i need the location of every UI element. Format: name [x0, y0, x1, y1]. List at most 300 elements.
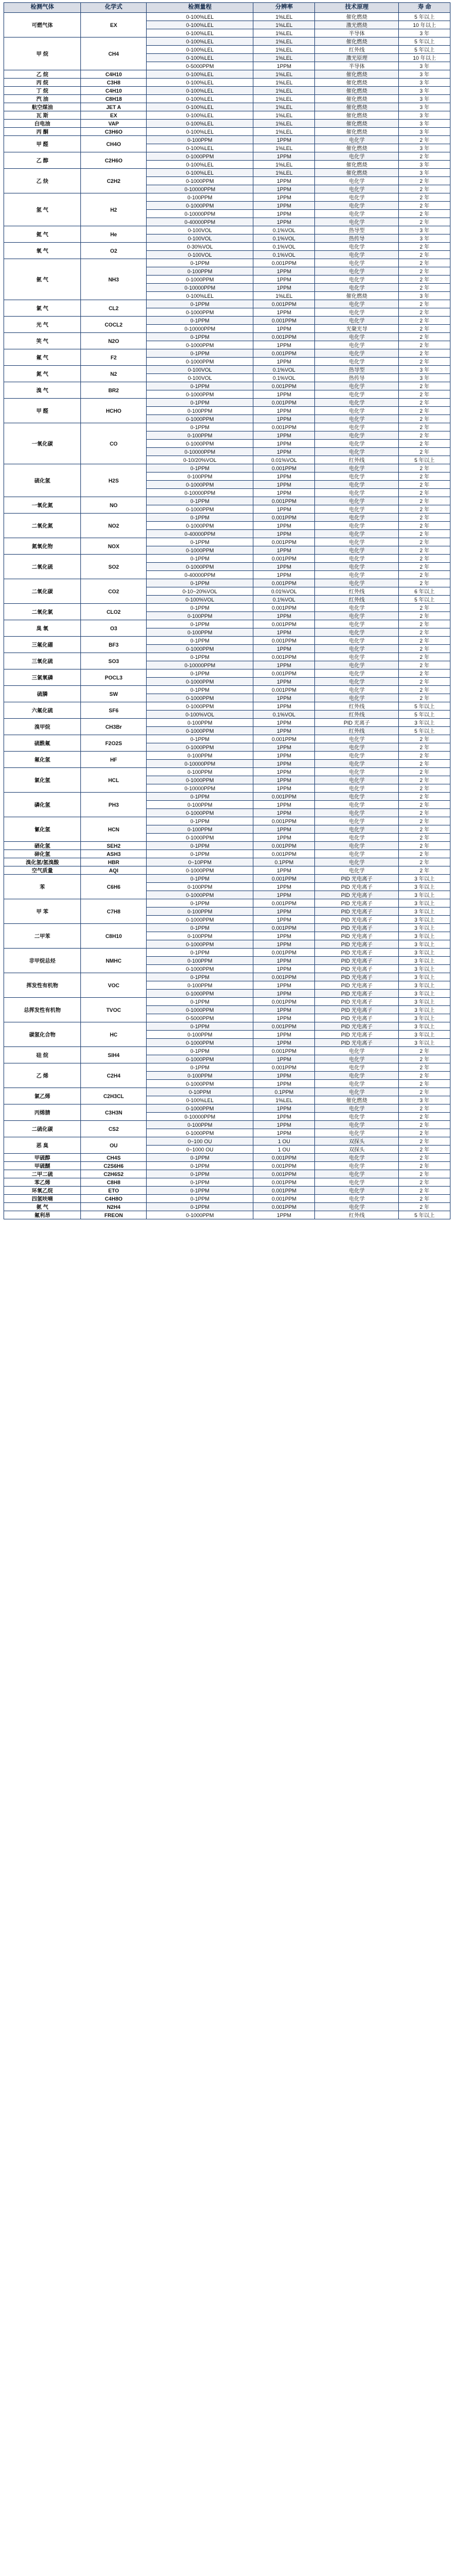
cell-technology: 催化燃烧 — [314, 120, 398, 128]
cell-range: 0-1000PPM — [147, 308, 253, 317]
cell-life: 2 年 — [399, 407, 450, 415]
cell-resolution: 0.001PPM — [253, 464, 315, 473]
cell-life: 2 年 — [399, 522, 450, 530]
cell-life: 2 年 — [399, 1072, 450, 1080]
cell-resolution: 1PPM — [253, 776, 315, 784]
cell-range: 0-1PPM — [147, 899, 253, 908]
cell-formula: H2S — [81, 464, 147, 497]
cell-gas: 氦 气 — [4, 226, 81, 243]
cell-life: 2 年 — [399, 858, 450, 866]
cell-technology: 电化学 — [314, 1047, 398, 1055]
cell-range: 0-1PPM — [147, 637, 253, 645]
cell-resolution: 1PPM — [253, 1031, 315, 1039]
cell-resolution: 0.001PPM — [253, 300, 315, 308]
cell-life: 2 年 — [399, 431, 450, 440]
table-row — [4, 768, 450, 776]
table-row — [4, 423, 450, 431]
cell-formula: C8H10 — [81, 924, 147, 949]
cell-resolution: 0.001PPM — [253, 579, 315, 587]
cell-life: 3 年以上 — [399, 883, 450, 891]
cell-range: 0-100%LEL — [147, 1096, 253, 1105]
cell-resolution: 1PPM — [253, 62, 315, 70]
cell-resolution: 1PPM — [253, 784, 315, 793]
cell-life: 3 年 — [399, 29, 450, 38]
cell-formula: SIH4 — [81, 1047, 147, 1063]
cell-technology: PID 光电离子 — [314, 1031, 398, 1039]
cell-gas: 环氧乙烷 — [4, 1187, 81, 1195]
cell-range: 0-100%LEL — [147, 128, 253, 136]
cell-life: 3 年 — [399, 120, 450, 128]
cell-range: 0~100 OU — [147, 1137, 253, 1146]
cell-range: 0-100PPM — [147, 908, 253, 916]
cell-life: 2 年 — [399, 300, 450, 308]
cell-resolution: 1PPM — [253, 276, 315, 284]
cell-life: 2 年 — [399, 514, 450, 522]
cell-formula: N2H4 — [81, 1203, 147, 1211]
cell-range: 0-1000PPM — [147, 743, 253, 752]
cell-resolution: 0.1PPM — [253, 1088, 315, 1096]
table-row — [4, 399, 450, 407]
cell-life: 2 年 — [399, 612, 450, 620]
cell-technology: 电化学 — [314, 284, 398, 292]
cell-life: 2 年 — [399, 604, 450, 612]
cell-gas: 一氧化碳 — [4, 423, 81, 464]
cell-resolution: 1PPM — [253, 308, 315, 317]
cell-range: 0-1000PPM — [147, 891, 253, 899]
cell-range: 0-1PPM — [147, 1047, 253, 1055]
cell-resolution: 1PPM — [253, 267, 315, 276]
cell-technology: 电化学 — [314, 784, 398, 793]
cell-range: 0-1PPM — [147, 382, 253, 390]
table-row — [4, 653, 450, 661]
cell-range: 0-10000PPM — [147, 325, 253, 333]
cell-resolution: 0.001PPM — [253, 998, 315, 1006]
cell-formula: CO2 — [81, 579, 147, 604]
cell-range: 0-100%LEL — [147, 70, 253, 79]
cell-formula: O2 — [81, 243, 147, 259]
table-row — [4, 300, 450, 308]
cell-life: 3 年 — [399, 79, 450, 87]
cell-range: 0-1000PPM — [147, 834, 253, 842]
cell-resolution: 1PPM — [253, 1072, 315, 1080]
cell-range: 0-1PPM — [147, 842, 253, 850]
cell-resolution: 1%LEL — [253, 161, 315, 169]
cell-life: 2 年 — [399, 448, 450, 456]
cell-gas: 二氧化氮 — [4, 514, 81, 538]
cell-life: 2 年 — [399, 177, 450, 185]
table-row — [4, 998, 450, 1006]
cell-resolution: 1PPM — [253, 152, 315, 161]
cell-formula: C2S6H6 — [81, 1162, 147, 1170]
cell-technology: PID 光电离子 — [314, 957, 398, 965]
cell-resolution: 0.001PPM — [253, 637, 315, 645]
cell-resolution: 0.001PPM — [253, 1162, 315, 1170]
table-row — [4, 579, 450, 587]
cell-range: 0-10000PPM — [147, 760, 253, 768]
table-row — [4, 670, 450, 678]
cell-technology: 电化学 — [314, 423, 398, 431]
cell-range: 0-1000PPM — [147, 1006, 253, 1014]
cell-life: 3 年以上 — [399, 973, 450, 981]
cell-formula: PH3 — [81, 793, 147, 817]
cell-life: 2 年 — [399, 1088, 450, 1096]
cell-formula: NO2 — [81, 514, 147, 538]
cell-range: 0-1PPM — [147, 924, 253, 932]
cell-resolution: 0.001PPM — [253, 259, 315, 267]
cell-formula: NOX — [81, 538, 147, 555]
cell-gas: 总挥发性有机物 — [4, 998, 81, 1022]
cell-resolution: 0.001PPM — [253, 317, 315, 325]
cell-range: 0-1PPM — [147, 1063, 253, 1072]
cell-formula: C8H18 — [81, 95, 147, 103]
cell-life: 2 年 — [399, 1055, 450, 1063]
cell-technology: 电化学 — [314, 448, 398, 456]
cell-formula: EX — [81, 13, 147, 38]
cell-resolution: 1PPM — [253, 1014, 315, 1022]
cell-gas: 硒化氢 — [4, 842, 81, 850]
cell-resolution: 0.001PPM — [253, 735, 315, 743]
cell-resolution: 0.01%VOL — [253, 456, 315, 464]
cell-technology: 催化燃烧 — [314, 128, 398, 136]
cell-gas: 氰化氢 — [4, 817, 81, 842]
cell-technology: 电化学 — [314, 1178, 398, 1187]
cell-life: 2 年 — [399, 555, 450, 563]
cell-technology: 电化学 — [314, 768, 398, 776]
cell-range: 0-1000PPM — [147, 358, 253, 366]
cell-range: 0-1PPM — [147, 1162, 253, 1170]
cell-life: 2 年 — [399, 678, 450, 686]
table-row — [4, 924, 450, 932]
table-row — [4, 169, 450, 177]
cell-range: 0-1000PPM — [147, 1129, 253, 1137]
cell-formula: He — [81, 226, 147, 243]
cell-life: 2 年 — [399, 489, 450, 497]
cell-technology: 电化学 — [314, 210, 398, 218]
cell-technology: 电化学 — [314, 407, 398, 415]
cell-life: 3 年 — [399, 111, 450, 120]
cell-resolution: 1PPM — [253, 801, 315, 809]
cell-resolution: 1PPM — [253, 678, 315, 686]
cell-life: 3 年 — [399, 235, 450, 243]
cell-technology: 电化学 — [314, 809, 398, 817]
cell-formula: VOC — [81, 973, 147, 998]
cell-life: 2 年 — [399, 661, 450, 670]
cell-range: 0-1PPM — [147, 497, 253, 505]
cell-technology: 电化学 — [314, 546, 398, 555]
cell-technology: 电化学 — [314, 341, 398, 349]
cell-resolution: 1%LEL — [253, 29, 315, 38]
cell-range: 0-100%LEL — [147, 95, 253, 103]
cell-range: 0-100%LEL — [147, 144, 253, 152]
cell-gas: 溴化氢/氢溴酸 — [4, 858, 81, 866]
cell-technology: PID 光电离子 — [314, 899, 398, 908]
cell-life: 5 年以上 — [399, 38, 450, 46]
cell-life: 2 年 — [399, 308, 450, 317]
table-row — [4, 103, 450, 111]
cell-formula: F2O2S — [81, 735, 147, 752]
cell-gas: 甲 苯 — [4, 899, 81, 924]
cell-resolution: 1PPM — [253, 645, 315, 653]
cell-resolution: 1%LEL — [253, 292, 315, 300]
cell-life: 2 年 — [399, 653, 450, 661]
cell-technology: 红外线 — [314, 727, 398, 735]
table-row — [4, 735, 450, 743]
cell-resolution: 1PPM — [253, 990, 315, 998]
cell-range: 0-1000PPM — [147, 916, 253, 924]
table-row — [4, 1195, 450, 1203]
cell-life: 2 年 — [399, 358, 450, 366]
table-row — [4, 79, 450, 87]
cell-life: 2 年 — [399, 817, 450, 825]
cell-life: 3 年 — [399, 87, 450, 95]
cell-range: 0-1000PPM — [147, 177, 253, 185]
cell-life: 3 年以上 — [399, 1039, 450, 1047]
cell-formula: CLO2 — [81, 604, 147, 620]
cell-formula: ETO — [81, 1187, 147, 1195]
cell-gas: 氯乙烯 — [4, 1088, 81, 1105]
cell-resolution: 0.001PPM — [253, 349, 315, 358]
cell-life: 3 年 — [399, 95, 450, 103]
cell-range: 0-1000PPM — [147, 809, 253, 817]
table-row — [4, 1088, 450, 1096]
cell-range: 0-10000PPM — [147, 210, 253, 218]
header-technology: 技术原理 — [314, 3, 398, 13]
cell-resolution: 0.001PPM — [253, 333, 315, 341]
cell-life: 3 年以上 — [399, 949, 450, 957]
table-row — [4, 1162, 450, 1170]
table-row — [4, 949, 450, 957]
cell-technology: 电化学 — [314, 489, 398, 497]
table-row — [4, 226, 450, 235]
cell-technology: 电化学 — [314, 858, 398, 866]
cell-resolution: 0.001PPM — [253, 555, 315, 563]
cell-range: 0-100%LEL — [147, 161, 253, 169]
cell-resolution: 1PPM — [253, 407, 315, 415]
cell-gas: 四氢呋喃 — [4, 1195, 81, 1203]
cell-resolution: 1 OU — [253, 1137, 315, 1146]
cell-range: 0-1000PPM — [147, 341, 253, 349]
cell-life: 3 年以上 — [399, 924, 450, 932]
cell-range: 0-1PPM — [147, 998, 253, 1006]
cell-life: 2 年 — [399, 464, 450, 473]
cell-resolution: 0.001PPM — [253, 1170, 315, 1178]
cell-gas: 苯乙烯 — [4, 1178, 81, 1187]
cell-resolution: 0.001PPM — [253, 1203, 315, 1211]
cell-life: 2 年 — [399, 325, 450, 333]
cell-technology: PID 光电离子 — [314, 1022, 398, 1031]
cell-resolution: 1%LEL — [253, 111, 315, 120]
cell-technology: 电化学 — [314, 317, 398, 325]
cell-range: 0-5000PPM — [147, 62, 253, 70]
cell-range: 0-1000PPM — [147, 563, 253, 571]
cell-life: 2 年 — [399, 259, 450, 267]
cell-resolution: 0.001PPM — [253, 653, 315, 661]
cell-resolution: 0.001PPM — [253, 620, 315, 628]
cell-range: 0-100PPM — [147, 612, 253, 620]
cell-range: 0-100PPM — [147, 768, 253, 776]
cell-range: 0-100%VOL — [147, 711, 253, 719]
table-row — [4, 95, 450, 103]
cell-life: 2 年 — [399, 571, 450, 579]
cell-range: 0-1PPM — [147, 259, 253, 267]
cell-technology: 电化学 — [314, 555, 398, 563]
cell-formula: BF3 — [81, 637, 147, 653]
table-body — [4, 13, 450, 1219]
cell-technology: 电化学 — [314, 825, 398, 834]
cell-range: 0-1PPM — [147, 333, 253, 341]
cell-range: 0-100PPM — [147, 719, 253, 727]
cell-formula: OU — [81, 1137, 147, 1154]
cell-technology: 电化学 — [314, 267, 398, 276]
cell-resolution: 0.1%VOL — [253, 711, 315, 719]
cell-resolution: 1PPM — [253, 908, 315, 916]
cell-technology: PID 光电离子 — [314, 891, 398, 899]
cell-technology: 电化学 — [314, 415, 398, 423]
cell-range: 0-100PPM — [147, 1031, 253, 1039]
cell-life: 2 年 — [399, 185, 450, 193]
cell-range: 0-1PPM — [147, 464, 253, 473]
table-row — [4, 87, 450, 95]
cell-range: 0-1000PPM — [147, 152, 253, 161]
cell-resolution: 0.1%VOL — [253, 235, 315, 243]
table-row — [4, 259, 450, 267]
table-row — [4, 719, 450, 727]
cell-formula: NH3 — [81, 259, 147, 300]
cell-resolution: 1PPM — [253, 505, 315, 514]
cell-range: 0-10000PPM — [147, 284, 253, 292]
cell-resolution: 1PPM — [253, 473, 315, 481]
cell-technology: 电化学 — [314, 653, 398, 661]
cell-formula: H2 — [81, 193, 147, 226]
cell-resolution: 0.001PPM — [253, 604, 315, 612]
cell-formula: SF6 — [81, 702, 147, 719]
cell-life: 3 年以上 — [399, 965, 450, 973]
cell-range: 0-1000PPM — [147, 415, 253, 423]
cell-resolution: 0.001PPM — [253, 875, 315, 883]
cell-resolution: 1%LEL — [253, 95, 315, 103]
cell-technology: 半导体 — [314, 62, 398, 70]
cell-resolution: 1 OU — [253, 1146, 315, 1154]
cell-resolution: 0.001PPM — [253, 670, 315, 678]
cell-resolution: 0.001PPM — [253, 1178, 315, 1187]
cell-formula: NMHC — [81, 949, 147, 973]
cell-technology: 催化燃烧 — [314, 95, 398, 103]
cell-range: 0-10/20%VOL — [147, 456, 253, 464]
cell-resolution: 0.001PPM — [253, 497, 315, 505]
cell-technology: 电化学 — [314, 579, 398, 587]
cell-formula: CH4S — [81, 1154, 147, 1162]
cell-range: 0-40000PPM — [147, 571, 253, 579]
cell-formula: NO — [81, 497, 147, 514]
cell-life: 2 年 — [399, 637, 450, 645]
cell-life: 2 年 — [399, 136, 450, 144]
cell-range: 0-100%LEL — [147, 13, 253, 21]
cell-range: 0-1000PPM — [147, 202, 253, 210]
cell-gas: 氮 气 — [4, 366, 81, 382]
table-row — [4, 333, 450, 341]
cell-technology: 电化学 — [314, 1129, 398, 1137]
cell-technology: 催化燃烧 — [314, 103, 398, 111]
cell-life: 2 年 — [399, 497, 450, 505]
cell-resolution: 1PPM — [253, 866, 315, 875]
cell-technology: 电化学 — [314, 760, 398, 768]
header-range: 检测量程 — [147, 3, 253, 13]
cell-formula: N2 — [81, 366, 147, 382]
cell-life: 2 年 — [399, 1162, 450, 1170]
cell-resolution: 1PPM — [253, 481, 315, 489]
cell-formula: C2H6S2 — [81, 1170, 147, 1178]
cell-technology: 电化学 — [314, 177, 398, 185]
table-row — [4, 817, 450, 825]
cell-gas: 甲 醛 — [4, 399, 81, 423]
cell-gas: 臭 氧 — [4, 620, 81, 637]
cell-resolution: 1%LEL — [253, 128, 315, 136]
cell-resolution: 1PPM — [253, 284, 315, 292]
cell-life: 2 年 — [399, 563, 450, 571]
cell-technology: 红外线 — [314, 456, 398, 464]
cell-range: 0-100%VOL — [147, 596, 253, 604]
cell-gas: 二硫化碳 — [4, 1121, 81, 1137]
cell-life: 2 年 — [399, 809, 450, 817]
cell-technology: PID 光电离子 — [314, 916, 398, 924]
cell-range: 0-100%LEL — [147, 21, 253, 29]
cell-life: 2 年 — [399, 267, 450, 276]
cell-formula: SO2 — [81, 555, 147, 579]
cell-resolution: 1PPM — [253, 612, 315, 620]
cell-technology: 电化学 — [314, 431, 398, 440]
cell-life: 3 年以上 — [399, 899, 450, 908]
cell-range: 0~1000 OU — [147, 1146, 253, 1154]
cell-range: 0-1000PPM — [147, 1080, 253, 1088]
cell-resolution: 1PPM — [253, 325, 315, 333]
cell-range: 0-1PPM — [147, 1170, 253, 1178]
cell-range: 0-1PPM — [147, 875, 253, 883]
cell-technology: 催化燃烧 — [314, 38, 398, 46]
cell-technology: 电化学 — [314, 645, 398, 653]
cell-technology: 电化学 — [314, 866, 398, 875]
cell-gas: 碳氢化合物 — [4, 1022, 81, 1047]
cell-range: 0-10000PPM — [147, 489, 253, 497]
cell-range: 0-100VOL — [147, 251, 253, 259]
cell-gas: 笑 气 — [4, 333, 81, 349]
cell-life: 2 年 — [399, 1170, 450, 1178]
cell-resolution: 1PPM — [253, 358, 315, 366]
cell-life: 5 年以上 — [399, 702, 450, 711]
cell-life: 2 年 — [399, 202, 450, 210]
cell-resolution: 1PPM — [253, 1113, 315, 1121]
cell-technology: 光聚光导 — [314, 325, 398, 333]
cell-resolution: 1PPM — [253, 1211, 315, 1219]
cell-technology: 催化燃烧 — [314, 144, 398, 152]
cell-life: 3 年 — [399, 374, 450, 382]
cell-resolution: 1PPM — [253, 431, 315, 440]
cell-range: 0-1PPM — [147, 1022, 253, 1031]
cell-technology: 电化学 — [314, 670, 398, 678]
cell-gas: 氟利昂 — [4, 1211, 81, 1219]
cell-formula: AQI — [81, 866, 147, 875]
table-row — [4, 686, 450, 694]
cell-range: 0-100PPM — [147, 407, 253, 415]
cell-range: 0-100PPM — [147, 883, 253, 891]
cell-resolution: 1PPM — [253, 981, 315, 990]
table-header-row — [4, 3, 450, 13]
cell-resolution: 0.001PPM — [253, 423, 315, 431]
cell-technology: 催化燃烧 — [314, 87, 398, 95]
cell-resolution: 1%LEL — [253, 169, 315, 177]
cell-life: 2 年 — [399, 793, 450, 801]
cell-resolution: 0.001PPM — [253, 1063, 315, 1072]
cell-resolution: 1PPM — [253, 136, 315, 144]
